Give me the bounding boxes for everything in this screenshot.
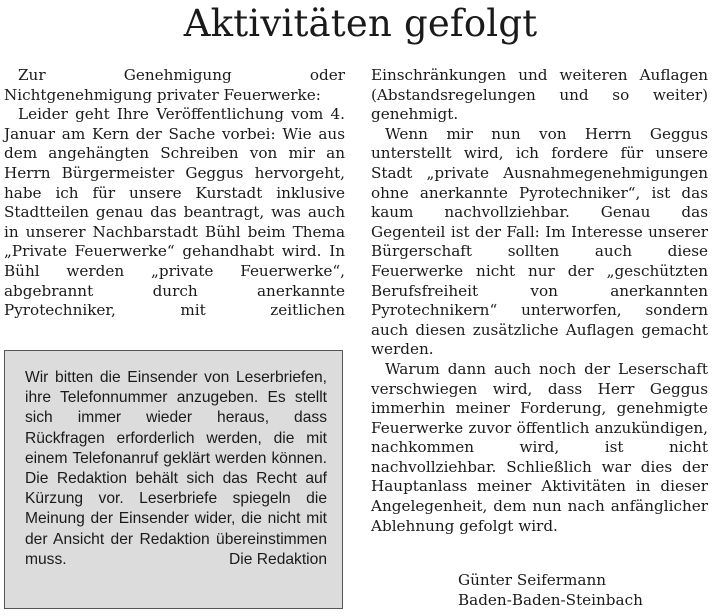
article-paragraph: Leider geht Ihre Veröffentlichung vom 4. Januar am Kern der Sache vorbei: Wie aus dem angehängten Schreiben von mir an Herrn Bürgermeister Geggus hervorgeht, habe ich für unsere Kurstadt inklusive Stadtteilen genau das beantragt, was auch in unserer Nachbarstadt Bühl beim Thema „Private Feuerwerke“ gehandhabt wird. In Bühl werden „private Feuerwerke“, abgebrannt durch anerkannte Pyrotechniker, mit zeitlichen bbox=[4, 105, 345, 320]
article-column-right bbox=[371, 66, 708, 536]
article-column-left bbox=[4, 66, 345, 321]
article-paragraph: Wenn mir nun von Herrn Geggus unterstellt wird, ich fordere für unsere Stadt „private Ausnahmegenehmigungen ohne anerkannte Pyrotechniker“, ist das kaum nachvollziehbar. Genau das Gegenteil ist der Fall: Im Interesse unserer Bürgerschaft sollten auch diese Feuerwerke nicht nur der „geschützten Berufsfreiheit von anerkannten Pyrotechnikern“ unterworfen, sondern auch diesen zusätzliche Auflagen gemacht werden. bbox=[371, 124, 708, 359]
editorial-notice-body: Wir bitten die Einsender von Leserbriefen, ihre Telefonnummer anzugeben. Es stellt sich immer wieder heraus, dass Rückfragen erforderlich werden, die mit einem Telefonanruf geklärt werden können. Die Redaktion behält sich das Recht auf Kürzung vor. Leserbriefe spiegeln die Meinung der Einsender wider, die nicht mit der Ansicht der Redaktion übereinstimmen muss. bbox=[25, 369, 327, 568]
editorial-notice-text bbox=[25, 368, 327, 570]
editorial-notice-signoff: Die Redaktion bbox=[229, 550, 327, 568]
author-name: Günter Seifermann bbox=[458, 571, 607, 589]
article-paragraph: Zur Genehmigung oder Nichtgenehmigung privater Feuerwerke: bbox=[4, 66, 345, 104]
author-location: Baden-Baden-Steinbach bbox=[458, 590, 643, 609]
article-paragraph: Warum dann auch noch der Leserschaft verschwiegen wird, dass Herr Geggus immerhin meiner Forderung, genehmigte Feuerwerke zuvor öffentlich anzukündigen, nachkommen wird, ist nicht nachvollziehbar. Schließlich war dies der Hauptanlass meiner Aktivitäten in dieser Angelegenheit, dem nun nach anfänglicher Ablehnung gefolgt wird. bbox=[371, 359, 708, 535]
editorial-notice-box bbox=[4, 350, 343, 609]
author-signature bbox=[458, 571, 643, 610]
article-paragraph: Einschränkungen und weiteren Auflagen (Abstandsregelungen und so weiter) genehmigt. bbox=[371, 66, 708, 124]
article-headline: Aktivitäten gefolgt bbox=[183, 2, 538, 45]
